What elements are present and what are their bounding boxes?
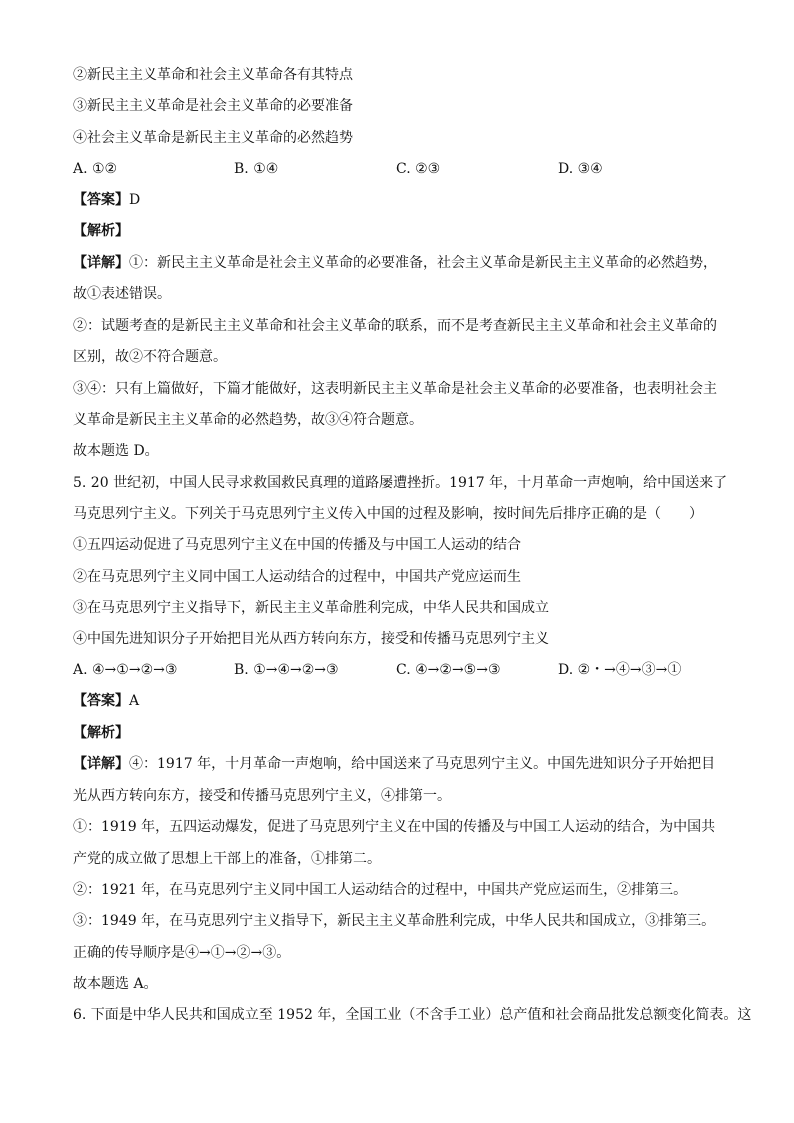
q5-detail-line-4: 产党的成立做了思想上干部上的准备，①排第二。 xyxy=(73,851,381,867)
q4-analysis-label: 【解析】 xyxy=(73,223,129,239)
q4-detail-line-4: 区别，故②不符合题意。 xyxy=(73,349,227,365)
q5-answer: A xyxy=(129,693,140,709)
q4-conclusion: 故本题选 D。 xyxy=(73,443,159,459)
q5-stem-line-2: 马克思列宁主义。下列关于马克思列宁主义传入中国的过程及影响，按时间先后排序正确的是（ ） xyxy=(73,506,703,522)
q4-item-3: ③新民主主义革命是社会主义革命的必要准备 xyxy=(73,98,353,114)
detail-label: 【详解】 xyxy=(73,255,129,271)
q4-detail-line-6: 义革命是新民主主义革命的必然趋势，故③④符合题意。 xyxy=(73,412,423,428)
q5-conclusion: 故本题选 A。 xyxy=(73,976,158,992)
q4-detail-line-3: ②：试题考查的是新民主主义革命和社会主义革命的联系，而不是考查新民主主义革命和社会主义革命的 xyxy=(73,318,717,334)
q5-stem-line-1: 5. 20 世纪初，中国人民寻求救国救民真理的道路屡遭挫折。1917 年，十月革命一声炮响，给中国送来了 xyxy=(73,475,728,491)
q5-item-1: ①五四运动促进了马克思列宁主义在中国的传播及与中国工人运动的结合 xyxy=(73,537,521,553)
q4-option-a: A. ①② xyxy=(73,161,118,177)
q4-option-b: B. ①④ xyxy=(234,161,279,177)
q4-detail-line-1: 【详解】①：新民主主义革命是社会主义革命的必要准备，社会主义革命是新民主主义革命的必然趋势， xyxy=(73,255,717,271)
q4-item-2: ②新民主主义革命和社会主义革命各有其特点 xyxy=(73,67,353,83)
q5-answer-line xyxy=(73,691,139,711)
q5-option-b: B. ①→④→②→③ xyxy=(234,662,339,678)
q4-item-4: ④社会主义革命是新民主主义革命的必然趋势 xyxy=(73,130,353,146)
q5-item-2: ②在马克思列宁主义同中国工人运动结合的过程中，中国共产党应运而生 xyxy=(73,569,521,585)
q5-option-a: A. ④→①→②→③ xyxy=(73,662,178,678)
q5-detail-line-2: 光从西方转向东方，接受和传播马克思列宁主义，④排第一。 xyxy=(73,788,451,804)
q5-option-d: D. ②・→④→③→① xyxy=(558,662,682,678)
q5-item-3: ③在马克思列宁主义指导下，新民主主义革命胜利完成，中华人民共和国成立 xyxy=(73,600,549,616)
q5-detail-line-1: 【详解】④：1917 年，十月革命一声炮响，给中国送来了马克思列宁主义。中国先进知识分子开始把目 xyxy=(73,756,716,772)
q4-option-c: C. ②③ xyxy=(396,161,441,177)
q4-answer: D xyxy=(129,192,141,208)
q5-detail-line-7: 正确的传导顺序是④→①→②→③。 xyxy=(73,945,291,961)
answer-label: 【答案】 xyxy=(73,693,129,709)
detail-label: 【详解】 xyxy=(73,756,129,772)
q4-answer-line xyxy=(73,190,140,210)
q5-analysis-label: 【解析】 xyxy=(73,725,129,741)
q5-detail-line-3: ①：1919 年，五四运动爆发，促进了马克思列宁主义在中国的传播及与中国工人运动的结合，为中国共 xyxy=(73,819,716,835)
answer-label: 【答案】 xyxy=(73,192,129,208)
q6-stem-line-1: 6. 下面是中华人民共和国成立至 1952 年，全国工业（不含手工业）总产值和社会商品批发总额变化简表。这 xyxy=(73,1007,752,1023)
q5-detail-line-6: ③：1949 年，在马克思列宁主义指导下，新民主主义革命胜利完成，中华人民共和国成立，③排第三。 xyxy=(73,913,716,929)
q5-item-4: ④中国先进知识分子开始把目光从西方转向东方，接受和传播马克思列宁主义 xyxy=(73,631,549,647)
q5-detail-line-5: ②：1921 年，在马克思列宁主义同中国工人运动结合的过程中，中国共产党应运而生，②排第三。 xyxy=(73,882,688,898)
q4-option-d: D. ③④ xyxy=(558,161,603,177)
q4-detail-line-5: ③④：只有上篇做好，下篇才能做好，这表明新民主主义革命是社会主义革命的必要准备，也表明社会主 xyxy=(73,381,717,397)
q5-option-c: C. ④→②→⑤→③ xyxy=(396,662,501,678)
q4-detail-line-2: 故①表述错误。 xyxy=(73,286,171,302)
